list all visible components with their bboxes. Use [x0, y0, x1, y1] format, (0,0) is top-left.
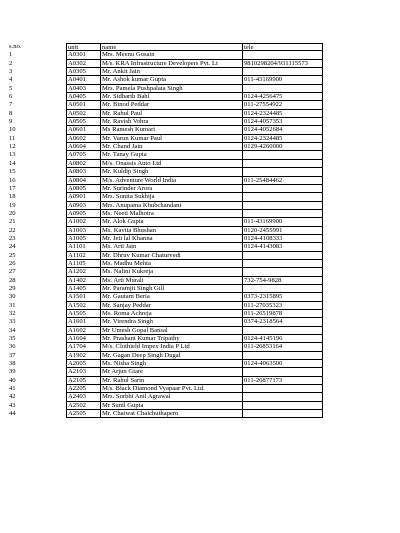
cell-unit: A1602	[66, 327, 101, 335]
cell-sno: 31	[9, 301, 16, 309]
table-row	[8, 285, 323, 293]
table-row	[8, 118, 323, 126]
cell-sno: 27	[9, 268, 16, 276]
table-row	[8, 60, 323, 68]
cell-unit: A2502	[66, 402, 101, 410]
cell-sno: 8	[9, 109, 13, 117]
table-row	[8, 327, 323, 335]
cell-name: M/s. Black Diamond Vyapaar Pvt. Ltd.	[101, 385, 243, 393]
cell-sno: 22	[9, 226, 16, 234]
cell-tele: 0124-4256475	[243, 93, 323, 101]
cell-tele	[243, 168, 323, 176]
table-row	[8, 101, 323, 109]
table-row	[8, 143, 323, 151]
cell-unit: A1002	[66, 218, 101, 226]
cell-name: Mr. Alok Gupta	[101, 218, 243, 226]
table-row	[8, 218, 323, 226]
cell-name: Ms Ramesh Kumari	[101, 126, 243, 134]
cell-tele	[243, 402, 323, 410]
cell-sno: 44	[9, 410, 16, 418]
cell-unit: A0804	[66, 177, 101, 185]
cell-unit: A0502	[66, 110, 101, 118]
cell-unit: A2105	[66, 377, 101, 385]
table-row	[8, 76, 323, 84]
table-row	[8, 85, 323, 93]
cell-tele	[243, 285, 323, 293]
cell-unit: A0803	[66, 168, 101, 176]
cell-sno: 7	[9, 101, 13, 109]
header-row	[8, 43, 323, 51]
cell-sno: 11	[9, 134, 16, 142]
cell-unit: A0705	[66, 151, 101, 159]
cell-name: Mr. Rahul Paul	[101, 110, 243, 118]
table-row	[8, 210, 323, 218]
cell-unit: A0505	[66, 118, 101, 126]
cell-unit: A0601	[66, 126, 101, 134]
cell-sno: 4	[9, 76, 13, 84]
cell-unit: A0805	[66, 185, 101, 193]
cell-name: Mr. Paramjit Singh Gill	[101, 285, 243, 293]
cell-sno: 23	[9, 234, 16, 242]
cell-unit: A1601	[66, 318, 101, 326]
table-row	[8, 168, 323, 176]
table-row	[8, 260, 323, 268]
cell-sno: 24	[9, 243, 16, 251]
cell-name: Mr. Ravish Vohra	[101, 118, 243, 126]
cell-unit: A1202	[66, 268, 101, 276]
cell-sno: 33	[9, 318, 16, 326]
table-row	[8, 126, 323, 134]
cell-tele	[243, 352, 323, 360]
cell-name: Mrs. Meenu Gosain	[101, 51, 243, 59]
cell-unit: A2403	[66, 393, 101, 401]
cell-tele: 011-27554922	[243, 101, 323, 109]
cell-tele: 0124-4057353	[243, 118, 323, 126]
cell-unit: A1505	[66, 310, 101, 318]
cell-tele: 0124-2324485	[243, 110, 323, 118]
cell-name: Ms. Nisha Singh	[101, 360, 243, 368]
cell-name: Mr. Gagan Deep Singh Dugal	[101, 352, 243, 360]
table-row	[8, 293, 323, 301]
cell-name: Mr Umesh Gopal Bansal	[101, 327, 243, 335]
cell-tele: 011-43169900	[243, 76, 323, 84]
cell-name: M/s. Clothield Impex India P Ltd	[101, 343, 243, 351]
cell-name: Ms. Arti Murali	[101, 277, 243, 285]
cell-tele	[243, 252, 323, 260]
table-row	[8, 202, 323, 210]
cell-tele	[243, 210, 323, 218]
table-row	[8, 185, 323, 193]
cell-sno: 21	[9, 218, 16, 226]
table-row	[8, 335, 323, 343]
cell-name: Ms. Kavita Bhushan	[101, 227, 243, 235]
cell-name: Mr. Ankit Jain	[101, 68, 243, 76]
cell-sno: 34	[9, 326, 16, 334]
cell-tele	[243, 185, 323, 193]
table-row	[8, 227, 323, 235]
cell-name: Mr. Sidharth Bahl	[101, 93, 243, 101]
cell-tele: 011-27035323	[243, 302, 323, 310]
table-row	[8, 385, 323, 393]
cell-unit: A1101	[66, 243, 101, 251]
table-row	[8, 252, 323, 260]
table-row	[8, 160, 323, 168]
cell-name: Mrs. Anupama Khubchandani	[101, 202, 243, 210]
cell-name: Mr. Rahul Sarin	[101, 377, 243, 385]
table-row	[8, 193, 323, 201]
cell-sno: 35	[9, 335, 16, 343]
table-row	[8, 402, 323, 410]
cell-unit: A0501	[66, 101, 101, 109]
cell-sno: 32	[9, 310, 16, 317]
cell-sno: 37	[9, 351, 16, 359]
cell-unit: A1704	[66, 343, 101, 351]
cell-name: Mr. Varun Kumar Paul	[101, 135, 243, 143]
cell-tele	[243, 160, 323, 168]
cell-name: Mrs. Surbhi Anil Agrawal	[101, 393, 243, 401]
cell-tele	[243, 368, 323, 376]
cell-unit: A2103	[66, 368, 101, 376]
cell-tele: 9810298204/931115573	[243, 60, 323, 68]
cell-sno: 6	[9, 93, 13, 101]
table-row	[8, 377, 323, 385]
table-row	[8, 352, 323, 360]
cell-unit: A0302	[66, 60, 101, 68]
cell-name: Mr Sunil Gupta	[101, 402, 243, 410]
cell-name: Mr. Dhruv Kumar Chaturvedi	[101, 252, 243, 260]
cell-tele	[243, 260, 323, 268]
cell-tele: 0374-2318564	[243, 318, 323, 326]
cell-unit: A0901	[66, 193, 101, 201]
header-sno: s.no.	[9, 43, 22, 50]
cell-sno: 36	[9, 343, 16, 351]
cell-tele: 0124-4145196	[243, 335, 323, 343]
cell-name: Mr. Ashok kumar Gupta	[101, 76, 243, 84]
cell-sno: 13	[9, 151, 16, 159]
cell-name: Mrs. Sunita Sukhija	[101, 193, 243, 201]
cell-tele	[243, 202, 323, 210]
cell-tele	[243, 51, 323, 59]
cell-name: Mr. Chaiwat Chaichuthapern	[101, 410, 243, 418]
cell-name: Mr. Virendra Singh	[101, 318, 243, 326]
cell-unit: A0602	[66, 135, 101, 143]
cell-sno: 5	[9, 84, 13, 92]
cell-unit: A2505	[66, 410, 101, 418]
cell-name: M/s. Onassis Auto Ltd	[101, 160, 243, 168]
cell-unit: A1102	[66, 252, 101, 260]
cell-sno: 1	[9, 51, 13, 59]
cell-tele	[243, 68, 323, 76]
cell-unit: A0903	[66, 202, 101, 210]
table-row	[8, 110, 323, 118]
cell-name: Mr. Jeti lal Khanna	[101, 235, 243, 243]
cell-tele: 0124-4052684	[243, 126, 323, 134]
cell-unit: A1604	[66, 335, 101, 343]
cell-sno: 43	[9, 401, 16, 409]
cell-tele: 732-754-9828	[243, 277, 323, 285]
cell-name: Ms. Nalini Kukreja	[101, 268, 243, 276]
cell-name: Mr. Tanay Gupta	[101, 151, 243, 159]
cell-unit: A2205	[66, 385, 101, 393]
table-row	[8, 93, 323, 101]
cell-tele: 0129-4260000	[243, 143, 323, 151]
cell-name: Mrs. Pamela Pushpalata Singh	[101, 85, 243, 93]
table-row	[8, 410, 323, 418]
cell-sno: 14	[9, 159, 16, 167]
cell-unit: A1502	[66, 302, 101, 310]
header-tele: tele	[243, 43, 323, 51]
cell-tele: 0373-2315895	[243, 293, 323, 301]
cell-sno: 38	[9, 360, 16, 368]
table-row	[8, 277, 323, 285]
cell-tele: 0124-4108333	[243, 235, 323, 243]
cell-sno: 3	[9, 68, 13, 76]
cell-unit: A0802	[66, 160, 101, 168]
cell-unit: A0604	[66, 143, 101, 151]
cell-sno: 29	[9, 284, 16, 292]
cell-tele	[243, 268, 323, 276]
table-row	[8, 310, 323, 318]
cell-unit: A1105	[66, 260, 101, 268]
table-row	[8, 393, 323, 401]
cell-tele	[243, 327, 323, 335]
cell-sno: 18	[9, 193, 16, 201]
cell-tele	[243, 151, 323, 159]
cell-tele: 011-43169900	[243, 218, 323, 226]
cell-sno: 17	[9, 184, 16, 192]
cell-unit: A2005	[66, 360, 101, 368]
cell-unit: A1005	[66, 235, 101, 243]
table-row	[8, 360, 323, 368]
cell-sno: 20	[9, 209, 16, 217]
cell-name: M/s. Adventure World India	[101, 177, 243, 185]
table-row	[8, 151, 323, 159]
cell-unit: A1902	[66, 352, 101, 360]
cell-name: Ms. Arti Jain	[101, 243, 243, 251]
table-body	[8, 51, 323, 418]
cell-sno: 25	[9, 251, 16, 259]
cell-unit: A0401	[66, 76, 101, 84]
cell-name: Mr. Chand Jain	[101, 143, 243, 151]
cell-name: Mr. Sanjay Peddar	[101, 302, 243, 310]
table-row	[8, 51, 323, 59]
cell-name: Ms. Neeti Malhotra	[101, 210, 243, 218]
cell-name: Mr. Binod Peddar	[101, 101, 243, 109]
cell-unit: A0405	[66, 93, 101, 101]
table-row	[8, 235, 323, 243]
cell-tele: 0124-4143083	[243, 243, 323, 251]
cell-tele	[243, 193, 323, 201]
cell-sno: 9	[9, 118, 13, 126]
cell-sno: 28	[9, 276, 16, 284]
cell-sno: 42	[9, 393, 16, 401]
table-row	[8, 243, 323, 251]
cell-tele	[243, 85, 323, 93]
cell-sno: 30	[9, 293, 16, 301]
cell-name: Mr. Prashant Kumar Tripathy	[101, 335, 243, 343]
cell-sno: 41	[9, 385, 16, 393]
cell-unit: A0305	[66, 68, 101, 76]
cell-tele: 0124-4063500	[243, 360, 323, 368]
cell-tele	[243, 410, 323, 418]
cell-name: Ms. Roma Achreja	[101, 310, 243, 318]
cell-name: Mr. Surinder Arora	[101, 185, 243, 193]
cell-sno: 10	[9, 126, 16, 134]
cell-sno: 2	[9, 59, 13, 67]
table-row	[8, 318, 323, 326]
cell-unit: A1003	[66, 227, 101, 235]
cell-tele: 011-25484462	[243, 177, 323, 185]
cell-sno: 15	[9, 168, 16, 176]
table-row	[8, 302, 323, 310]
cell-tele: 0124-2324485	[243, 135, 323, 143]
cell-unit: A0905	[66, 210, 101, 218]
cell-unit: A0403	[66, 85, 101, 93]
header-name: name	[101, 43, 243, 51]
table-row	[8, 68, 323, 76]
cell-tele	[243, 393, 323, 401]
cell-tele: 011-26853164	[243, 343, 323, 351]
cell-unit: A1405	[66, 285, 101, 293]
cell-name: M/s. KRA Infrastructure Developers Pvt. Lt	[101, 60, 243, 68]
table-row	[8, 368, 323, 376]
table-row	[8, 343, 323, 351]
cell-unit: A1402	[66, 277, 101, 285]
cell-tele: 011-26877173	[243, 377, 323, 385]
cell-sno: 26	[9, 259, 16, 267]
cell-unit: A0301	[66, 51, 101, 59]
table-row	[8, 135, 323, 143]
cell-tele: 0120-2455991	[243, 227, 323, 235]
cell-sno: 39	[9, 368, 16, 376]
cell-sno: 16	[9, 176, 16, 184]
cell-tele: 011-26519878	[243, 310, 323, 318]
cell-sno: 12	[9, 143, 16, 151]
cell-name: Ms. Madhu Mehta	[101, 260, 243, 268]
table-row	[8, 268, 323, 276]
cell-tele	[243, 385, 323, 393]
table-row	[8, 177, 323, 185]
cell-name: Mr. Gautam Beria	[101, 293, 243, 301]
cell-sno: 19	[9, 201, 16, 209]
cell-unit: A1501	[66, 293, 101, 301]
cell-name: Mr. Kuldip Singh	[101, 168, 243, 176]
cell-sno: 40	[9, 376, 16, 384]
cell-name: Mr Arjun Giare	[101, 368, 243, 376]
resident-sheet	[8, 43, 323, 418]
header-unit: unit	[66, 43, 101, 51]
